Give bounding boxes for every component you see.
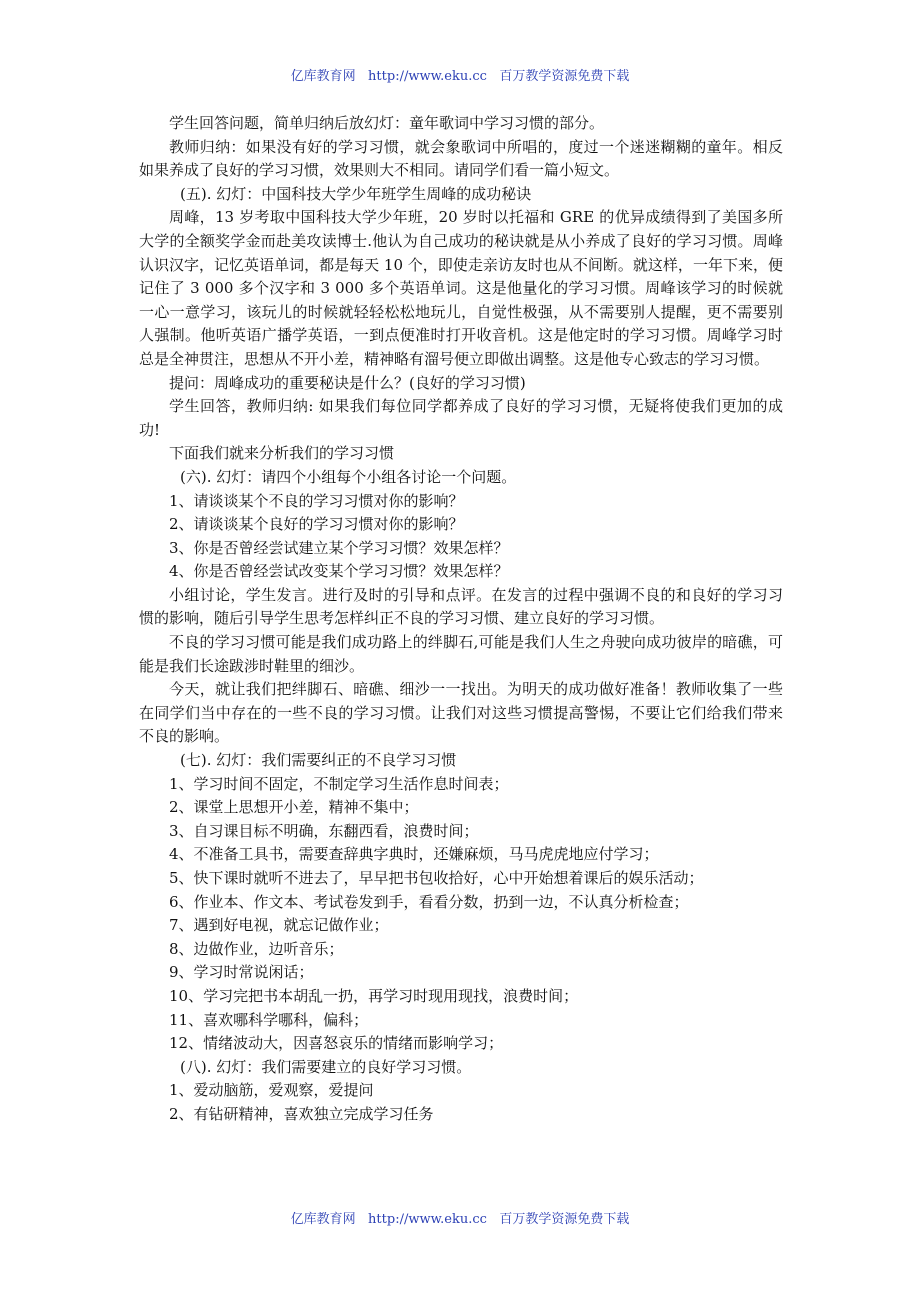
page-footer	[0, 1208, 920, 1227]
document-body	[139, 112, 783, 1127]
paragraph: 学生回答，教师归纳: 如果我们每位同学都养成了良好的学习习惯，无疑将使我们更加的成功!	[139, 397, 783, 439]
list-item: 2、课堂上思想开小差，精神不集中；	[169, 798, 419, 817]
section-heading: (六). 幻灯：请四个小组每个小组各讨论一个问题。	[180, 467, 517, 486]
list-item: 3、自习课目标不明确，东翻西看，浪费时间；	[169, 821, 479, 840]
paragraph: 周峰，13 岁考取中国科技大学少年班，20 岁时以托福和 GRE 的优异成绩得到了美国多所大学的全额奖学金而赴美攻读博士.他认为自己成功的秘诀就是从小养成了良好的学习习惯。周峰认识汉字，记忆英语单词，都是每天 10 个，即使走亲访友时也从不间断。就这样，一年下来，便记住了 3 000 多个汉字和 3 000 多个英语单词。这是他量化的学习习惯。周峰该学习的时候就一心一意学习，该玩儿的时候就轻轻松松地玩儿，自觉性极强，从不需要别人提醒，更不需要别人强制。他听英语广播学英语，一到点便准时打开收音机。这是他定时的学习习惯。周峰学习时总是全神贯注，思想从不开小差，精神略有溜号便立即做出调整。这是他专心致志的学习习惯。	[139, 208, 783, 368]
header-slogan: 百万教学资源免费下载	[499, 69, 630, 84]
list-item: 1、请谈谈某个不良的学习习惯对你的影响？	[169, 491, 464, 510]
list-item: 1、爱动脑筋，爱观察，爱提问	[169, 1081, 374, 1100]
list-item: 5、快下课时就听不进去了，早早把书包收拾好，心中开始想着课后的娱乐活动；	[169, 869, 704, 887]
paragraph: 不良的学习习惯可能是我们成功路上的绊脚石,可能是我们人生之舟驶向成功彼岸的暗礁，可能是我们长途跋涉时鞋里的细沙。	[139, 633, 783, 675]
paragraph: 学生回答问题，简单归纳后放幻灯：童年歌词中学习习惯的部分。	[169, 114, 605, 132]
header-url-link[interactable]: http://www.eku.cc	[368, 69, 487, 84]
header-site: 亿库教育网	[290, 69, 356, 84]
list-item: 10、学习完把书本胡乱一扔，再学习时现用现找，浪费时间；	[169, 986, 579, 1005]
footer-url-link[interactable]: http://www.eku.cc	[368, 1212, 487, 1227]
list-item: 7、遇到好电视，就忘记做作业；	[169, 916, 389, 935]
paragraph: 下面我们就来分析我们的学习习惯	[169, 444, 395, 463]
list-item: 4、你是否曾经尝试改变某个学习习惯？效果怎样？	[169, 562, 509, 581]
list-item: 4、不准备工具书，需要查辞典字典时，还嫌麻烦，马马虎虎地应付学习；	[169, 845, 659, 864]
section-heading: (五). 幻灯：中国科技大学少年班学生周峰的成功秘诀	[180, 184, 532, 203]
list-item: 11、喜欢哪科学哪科，偏科；	[169, 1010, 369, 1029]
list-item: 8、边做作业，边听音乐；	[169, 939, 344, 958]
list-item: 2、有钻研精神，喜欢独立完成学习任务	[169, 1104, 434, 1123]
paragraph: 小组讨论，学生发言。进行及时的引导和点评。在发言的过程中强调不良的和良好的学习习惯的影响，随后引导学生思考怎样纠正不良的学习习惯、建立良好的学习习惯。	[139, 585, 783, 628]
footer-site: 亿库教育网	[290, 1212, 356, 1227]
list-item: 3、你是否曾经尝试建立某个学习习惯？效果怎样？	[169, 538, 509, 557]
footer-slogan: 百万教学资源免费下载	[499, 1212, 630, 1227]
paragraph: 教师归纳：如果没有好的学习习惯，就会象歌词中所唱的，度过一个迷迷糊糊的童年。相反如果养成了良好的学习习惯，效果则大不相同。请同学们看一篇小短文。	[139, 137, 783, 180]
section-heading: (七). 幻灯：我们需要纠正的不良学习习惯	[180, 751, 457, 770]
list-item: 6、作业本、作文本、考试卷发到手，看看分数，扔到一边，不认真分析检查；	[169, 892, 689, 911]
list-item: 12、情绪波动大，因喜怒哀乐的情绪而影响学习；	[169, 1034, 504, 1053]
list-item: 1、学习时间不固定，不制定学习生活作息时间表；	[169, 774, 509, 793]
paragraph: 提问：周峰成功的重要秘诀是什么？(良好的学习习惯)	[169, 373, 526, 392]
page-header	[0, 65, 920, 84]
paragraph: 今天，就让我们把绊脚石、暗礁、细沙一一找出。为明天的成功做好准备！教师收集了一些在同学们当中存在的一些不良的学习习惯。让我们对这些习惯提高警惕，不要让它们给我们带来不良的影响。	[139, 680, 783, 746]
list-item: 2、请谈谈某个良好的学习习惯对你的影响？	[169, 515, 464, 534]
list-item: 9、学习时常说闲话；	[169, 963, 314, 982]
section-heading: (八). 幻灯：我们需要建立的良好学习习惯。	[180, 1057, 472, 1076]
